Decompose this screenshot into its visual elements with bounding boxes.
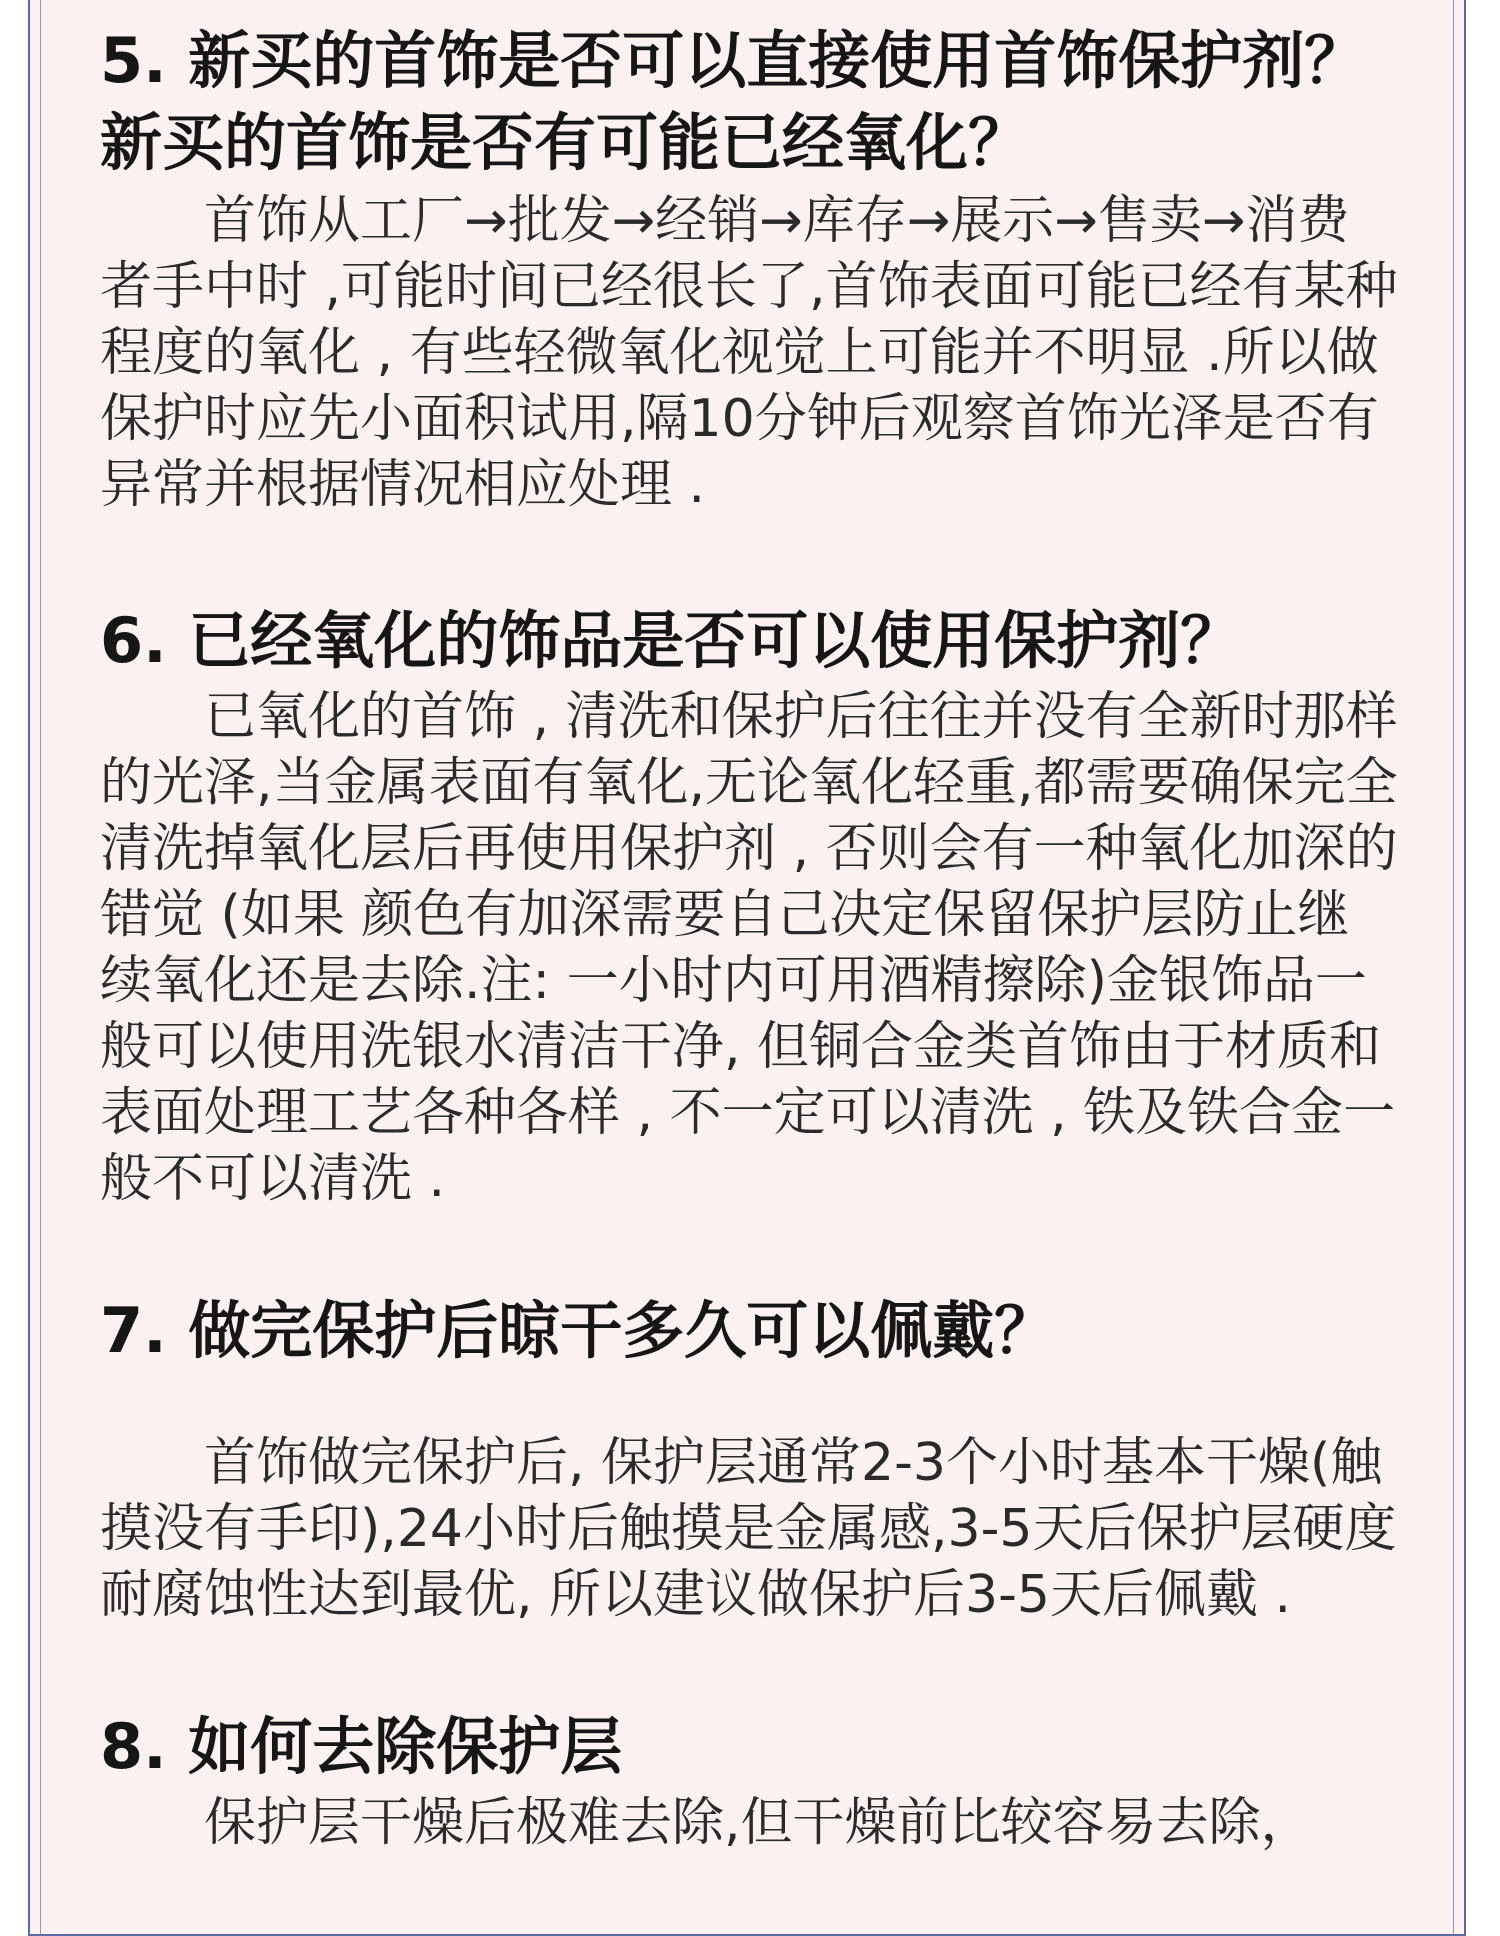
faq-item-8 xyxy=(100,1706,1470,1856)
question-6: 6. 已经氧化的饰品是否可以使用保护剂？ xyxy=(100,604,1243,677)
question-7: 7. 做完保护后晾干多久可以佩戴？ xyxy=(100,1294,1057,1367)
answer-6: 已氧化的首饰 , 清洗和保护后往往并没有全新时那样的光泽,当金属表面有氧化,无论氧化轻重,都需要确保完全清洗掉氧化层后再使用保护剂 , 否则会有一种氧化加深的错觉 (如果 颜色有加深需要自己决定保留保护层防止继续氧化还是去除.注: 一小时内可用酒精擦除)金银饰品一般可以使用洗银水清洁干净, 但铜合金类首饰由于材质和表面处理工艺各种各样 , 不一定可以清洗 , 铁及铁合金一般不可以清洗 . xyxy=(100,687,1398,1209)
answer-5: 首饰从工厂→批发→经销→库存→展示→售卖→消费者手中时 ,可能时间已经很长了,首饰表面可能已经有某种程度的氧化 , 有些轻微氧化视觉上可能并不明显 .所以做保护时应先小面积试用,隔10分钟后观察首饰光泽是否有异常并根据情况相应处理 . xyxy=(100,191,1398,515)
answer-8: 保护层干燥后极难去除,但干燥前比较容易去除， xyxy=(204,1793,1313,1853)
question-5: 5. 新买的首饰是否可以直接使用首饰保护剂？ 新买的首饰是否有可能已经氧化？ xyxy=(100,24,1367,179)
faq-item-6 xyxy=(100,600,1470,1212)
faq-item-7 xyxy=(100,1290,1470,1628)
answer-7: 首饰做完保护后, 保护层通常2-3个小时基本干燥(触摸没有手印),24小时后触摸是金属感,3-5天后保护层硬度耐腐蚀性达到最优, 所以建议做保护后3-5天后佩戴 . xyxy=(100,1433,1397,1625)
faq-content xyxy=(100,20,1470,1856)
faq-item-5 xyxy=(100,20,1470,518)
question-8: 8. 如何去除保护层 xyxy=(100,1710,623,1783)
